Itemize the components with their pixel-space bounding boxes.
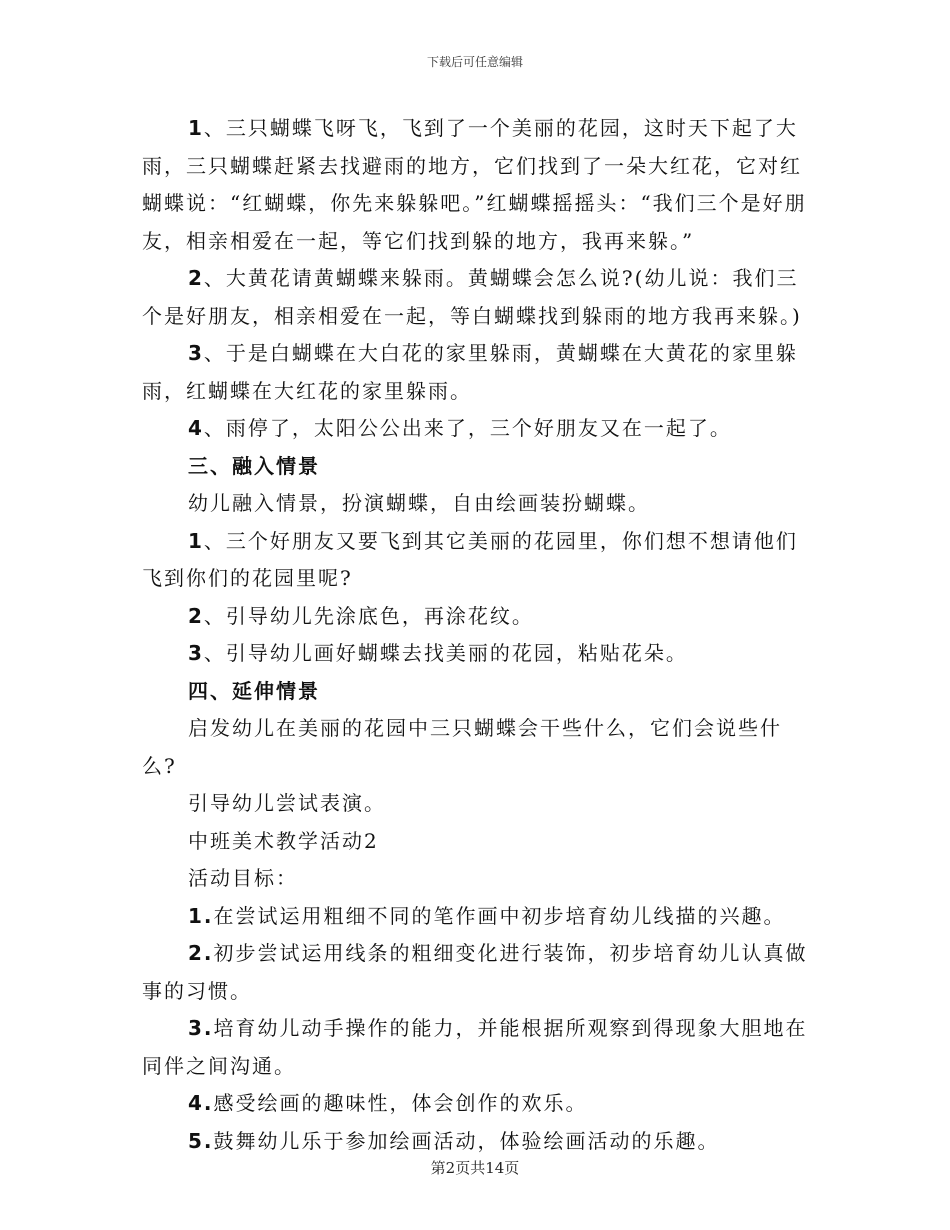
story-step-3 bbox=[142, 335, 812, 410]
list-number: 2 bbox=[188, 266, 204, 290]
activity-title: 中班美术教学活动2 bbox=[188, 828, 379, 853]
section-heading-4: 四、延伸情景 bbox=[188, 678, 320, 703]
list-number: 3 bbox=[188, 641, 204, 665]
goal-item-2 bbox=[142, 935, 812, 1010]
document-body bbox=[142, 110, 812, 1160]
paragraph: 启发幼儿在美丽的花园中三只蝴蝶会干些什么，它们会说些什么? bbox=[142, 716, 782, 778]
list-number: 1 bbox=[188, 528, 204, 553]
paragraph-text: 初步尝试运用线条的粗细变化进行装饰，初步培育幼儿认真做事的习惯。 bbox=[142, 941, 808, 1003]
list-number: 1. bbox=[188, 903, 214, 928]
list-number: 5. bbox=[188, 1128, 214, 1153]
story-step-2 bbox=[142, 260, 812, 335]
story-step-4 bbox=[142, 410, 812, 448]
paragraph-text: 、三个好朋友又要飞到其它美丽的花园里，你们想不想请他们飞到你们的花园里呢? bbox=[142, 528, 798, 590]
paragraph-text: 培育幼儿动手操作的能力，并能根据所观察到得现象大胆地在同伴之间沟通。 bbox=[142, 1016, 808, 1078]
paragraph-text: 、大黄花请黄蝴蝶来躲雨。黄蝴蝶会怎么说?(幼儿说：我们三个是好朋友，相亲相爱在一起，等白蝴蝶找到躲雨的地方我再来躲。) bbox=[142, 266, 802, 328]
paragraph-text: 、三只蝴蝶飞呀飞，飞到了一个美丽的花园，这时天下起了大雨，三只蝴蝶赶紧去找避雨的地方，它们找到了一朵大红花，它对红蝴蝶说：“红蝴蝶，你先来躲躲吧。”红蝴蝶摇摇头：“我们三个是好朋友，相亲相爱在一起，等它们找到躲的地方，我再来躲。” bbox=[142, 116, 807, 253]
paragraph-text: 、雨停了，太阳公公出来了，三个好朋友又在一起了。 bbox=[203, 416, 732, 440]
paragraph-text: 感受绘画的趣味性，体会创作的欢乐。 bbox=[213, 1091, 588, 1115]
paragraph-text: 、引导幼儿先涂底色，再涂花纹。 bbox=[203, 603, 534, 628]
list-number: 2 bbox=[188, 603, 204, 628]
page-header: 下载后可任意编辑 bbox=[426, 55, 523, 69]
goal-item-3 bbox=[142, 1010, 812, 1085]
goal-item-4 bbox=[142, 1085, 812, 1123]
list-number: 4 bbox=[188, 416, 204, 440]
list-number: 3. bbox=[188, 1016, 214, 1040]
paragraph-text: 、于是白蝴蝶在大白花的家里躲雨，黄蝴蝶在大黄花的家里躲雨，红蝴蝶在大红花的家里躲雨。 bbox=[142, 341, 798, 403]
paragraph-text: 鼓舞幼儿乐于参加绘画活动，体验绘画活动的乐趣。 bbox=[213, 1128, 720, 1153]
list-number: 3 bbox=[188, 341, 204, 365]
section-heading-3: 三、融入情景 bbox=[188, 453, 320, 478]
activity-step-2 bbox=[142, 598, 812, 636]
paragraph-text: 在尝试运用粗细不同的笔作画中初步培育幼儿线描的兴趣。 bbox=[213, 903, 786, 928]
goal-item-1 bbox=[142, 898, 812, 936]
list-number: 4. bbox=[188, 1091, 214, 1115]
goal-item-5 bbox=[142, 1123, 812, 1161]
activity-step-1 bbox=[142, 523, 812, 598]
page-footer: 第2页共14页 bbox=[430, 1159, 520, 1177]
list-number: 1 bbox=[188, 116, 204, 140]
paragraph: 引导幼儿尝试表演。 bbox=[188, 791, 386, 815]
story-step-1 bbox=[142, 110, 812, 260]
activity-step-3 bbox=[142, 635, 812, 673]
paragraph-text: 、引导幼儿画好蝴蝶去找美丽的花园，粘贴花朵。 bbox=[203, 641, 688, 665]
list-number: 2. bbox=[188, 941, 214, 965]
paragraph: 幼儿融入情景，扮演蝴蝶，自由绘画装扮蝴蝶。 bbox=[188, 491, 650, 515]
goals-label: 活动目标： bbox=[188, 866, 298, 890]
